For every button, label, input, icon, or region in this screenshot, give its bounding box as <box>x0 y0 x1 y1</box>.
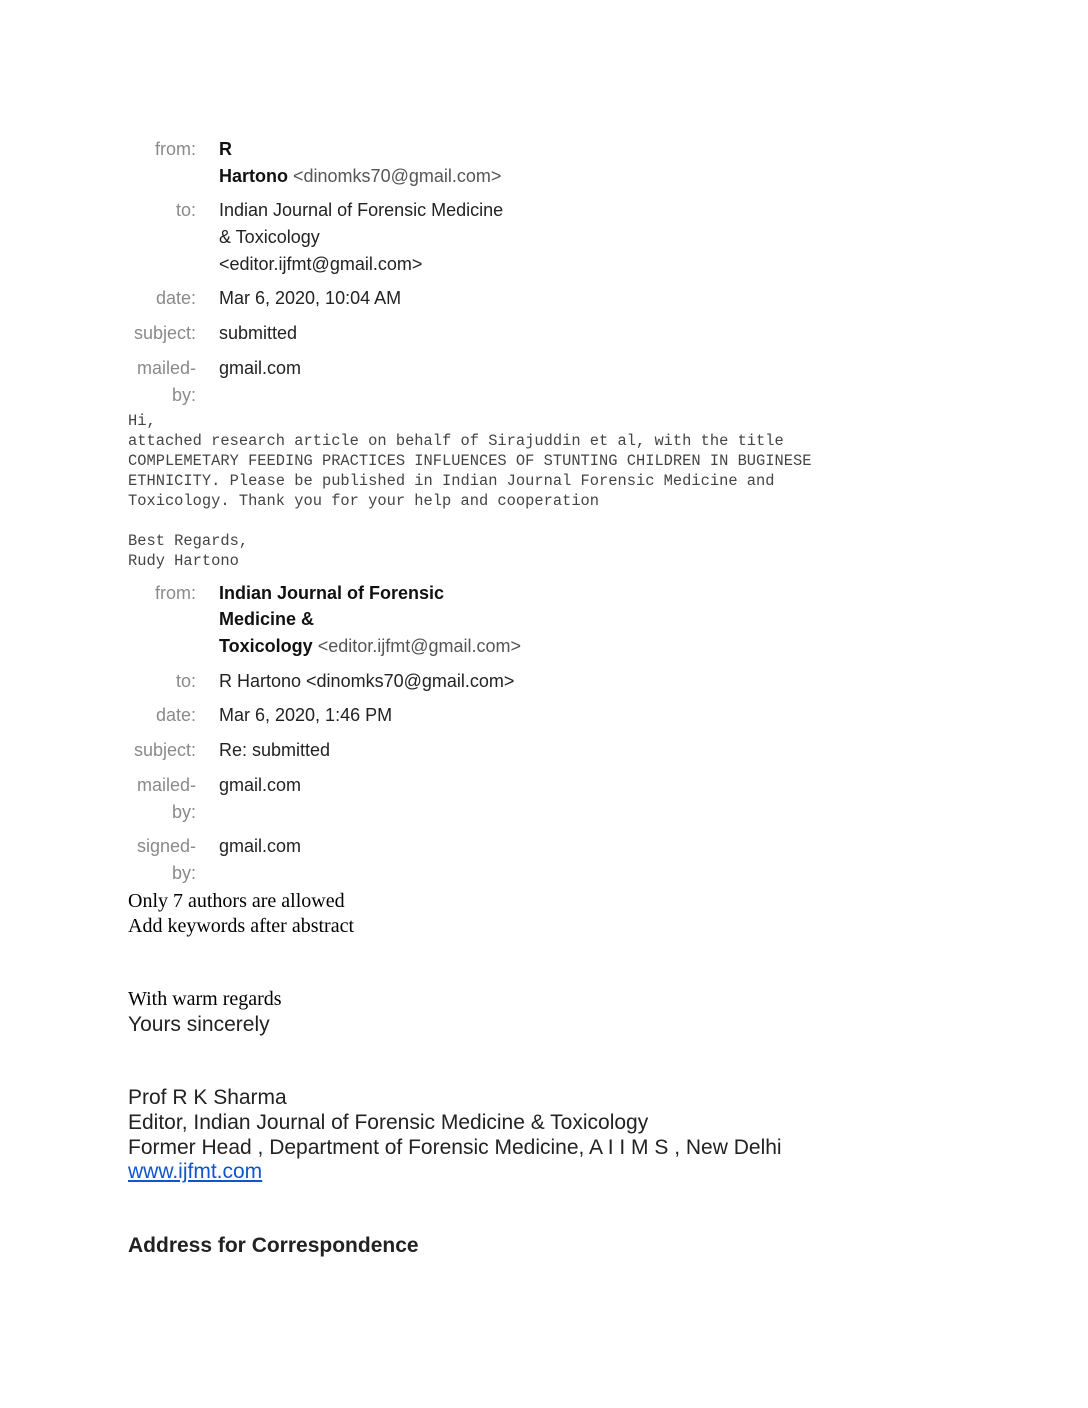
from-label: from: <box>154 583 196 603</box>
recipient-email[interactable]: <editor.ijfmt@gmail.com> <box>219 254 423 274</box>
recipient-line-1: Indian Journal of Forensic Medicine <box>219 200 504 220</box>
subject-value: Re: submitted <box>219 740 331 760</box>
mailed-by-value: gmail.com <box>219 775 302 795</box>
body-line: Toxicology. Thank you for your help and cooperation <box>128 492 600 510</box>
sender <box>219 633 521 660</box>
to-label: to: <box>175 671 196 691</box>
from-label: from: <box>154 139 196 159</box>
body-line: Hi, <box>128 412 156 430</box>
signature-former-role: Former Head , Department of Forensic Medicine, A I I M S , New Delhi <box>128 1136 782 1159</box>
closing: Yours sincerely <box>128 1013 270 1036</box>
mailed-by-value: gmail.com <box>219 358 302 378</box>
signed-by-value: gmail.com <box>219 836 302 856</box>
mailed-by-label-continued: by: <box>171 802 196 822</box>
date-label: date: <box>155 288 196 308</box>
sender-name-continued: Hartono <box>219 166 288 186</box>
recipient-value: R Hartono <dinomks70@gmail.com> <box>219 671 515 691</box>
date-label: date: <box>155 705 196 725</box>
reply-line: Only 7 authors are allowed <box>128 890 345 912</box>
reply-line: Add keywords after abstract <box>128 915 355 937</box>
body-line: attached research article on behalf of Sirajuddin et al, with the title <box>128 432 784 450</box>
mailed-by-label: mailed- <box>136 775 196 795</box>
sender-name-end: Toxicology <box>219 636 313 656</box>
body-line: ETHNICITY. Please be published in Indian Journal Forensic Medicine and <box>128 472 775 490</box>
reply-line: With warm regards <box>128 988 282 1010</box>
sender-email[interactable]: <dinomks70@gmail.com> <box>293 166 502 186</box>
signed-by-label-continued: by: <box>171 863 196 883</box>
sender-name: R <box>219 139 232 159</box>
date-value: Mar 6, 2020, 10:04 AM <box>219 288 402 308</box>
sender-name: Indian Journal of Forensic <box>219 583 445 603</box>
subject-label: subject: <box>133 740 196 760</box>
website-link[interactable]: www.ijfmt.com <box>128 1160 263 1183</box>
recipient-line-2: & Toxicology <box>219 227 320 247</box>
subject-value: submitted <box>219 323 298 343</box>
date-value: Mar 6, 2020, 1:46 PM <box>219 705 393 725</box>
mailed-by-label: mailed- <box>136 358 196 378</box>
address-heading: Address for Correspondence <box>128 1234 419 1257</box>
sender <box>219 163 501 190</box>
mailed-by-label-continued: by: <box>171 385 196 405</box>
signature-title: Editor, Indian Journal of Forensic Medicine & Toxicology <box>128 1111 649 1134</box>
sender-name-continued: Medicine & <box>219 609 315 629</box>
sender-email[interactable]: <editor.ijfmt@gmail.com> <box>317 636 522 656</box>
subject-label: subject: <box>133 323 196 343</box>
body-line: COMPLEMETARY FEEDING PRACTICES INFLUENCES OF STUNTING CHILDREN IN BUGINESE <box>128 452 812 470</box>
signature-name: Prof R K Sharma <box>128 1086 287 1109</box>
signed-by-label: signed- <box>136 836 196 856</box>
body-line: Rudy Hartono <box>128 552 239 570</box>
to-label: to: <box>175 200 196 220</box>
body-line: Best Regards, <box>128 532 249 550</box>
